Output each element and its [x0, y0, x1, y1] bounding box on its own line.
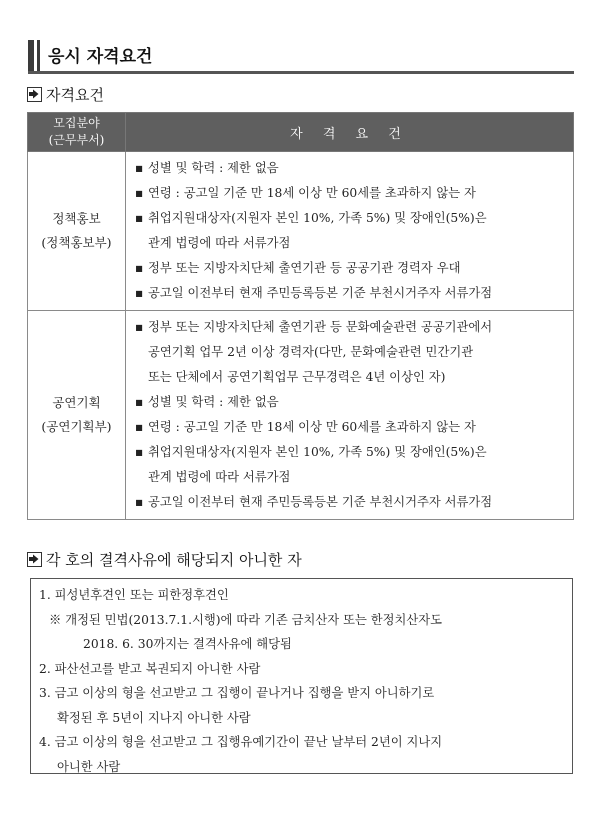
- requirement-item: [132, 415, 567, 440]
- requirement-text: 공고일 이전부터 현재 주민등록등본 기준 부천시거주자 서류가점: [148, 495, 493, 509]
- requirement-item: [132, 315, 567, 390]
- requirement-text: 연령 : 공고일 기준 만 18세 이상 만 60세를 초과하지 않는 자: [148, 420, 476, 434]
- disqualification-box: [30, 578, 573, 774]
- disqualification-text: 2. 파산선고를 받고 복권되지 아니한 사람: [39, 661, 261, 676]
- field-name-line: 공연기획: [52, 395, 101, 410]
- field-name-line: (공연기획부): [41, 419, 112, 434]
- requirement-text: 공연기획 업무 2년 이상 경력자(다만, 문화예술관련 민간기관: [148, 345, 474, 359]
- requirements-cell: [126, 311, 574, 520]
- requirement-text: 공고일 이전부터 현재 주민등록등본 기준 부천시거주자 서류가점: [148, 286, 493, 300]
- title-marker-thick: [28, 40, 34, 72]
- section-heading-label: 각 호의 결격사유에 해당되지 아니한 자: [46, 551, 302, 569]
- requirement-item: [132, 281, 567, 306]
- disqualification-text: 3. 금고 이상의 형을 선고받고 그 집행이 끝나거나 집행을 받지 아니하기로: [39, 686, 435, 700]
- bullet-icon: ▪: [135, 320, 144, 334]
- disqualification-text: 1. 피성년후견인 또는 피한정후견인: [39, 588, 229, 602]
- disqualification-text: 아니한 사람: [57, 759, 121, 774]
- field-name-line: (정책홍보부): [41, 235, 112, 250]
- column-header-field-line: (근무부서): [48, 133, 105, 147]
- bullet-icon: ▪: [135, 420, 144, 434]
- requirement-item: [132, 490, 567, 515]
- requirement-text: 연령 : 공고일 기준 만 18세 이상 만 60세를 초과하지 않는 자: [148, 186, 476, 200]
- bullet-icon: ▪: [135, 261, 144, 275]
- requirement-text: 또는 단체에서 공연기획업무 근무경력은 4년 이상인 자): [148, 370, 446, 384]
- requirement-item: [132, 181, 567, 206]
- disqualification-text: 2018. 6. 30까지는 결격사유에 해당됨: [83, 637, 292, 651]
- bullet-icon: ▪: [135, 161, 144, 175]
- disqualification-text: ※ 개정된 민법(2013.7.1.시행)에 따라 기존 금치산자 또는 한정치산자도: [49, 612, 443, 627]
- requirement-item: [132, 156, 567, 181]
- requirement-item: [132, 440, 567, 490]
- column-header-field-line: 모집분야: [53, 116, 100, 130]
- requirement-item: [132, 390, 567, 415]
- title-underline: [28, 71, 574, 74]
- bullet-icon: ▪: [135, 495, 144, 509]
- requirement-text: 관계 법령에 따라 서류가점: [148, 470, 291, 484]
- disqualification-item: [39, 681, 564, 730]
- requirement-text: 정부 또는 지방자치단체 출연기관 등 공공기관 경력자 우대: [148, 261, 461, 275]
- disqualification-text: 4. 금고 이상의 형을 선고받고 그 집행유예기간이 끝난 날부터 2년이 지나지: [39, 735, 443, 749]
- table-row: [28, 152, 574, 311]
- disqualification-note: [39, 608, 564, 657]
- requirement-text: 정부 또는 지방자치단체 출연기관 등 문화예술관련 공공기관에서: [148, 320, 493, 334]
- arrow-box-icon: [27, 87, 42, 102]
- table-row: [28, 311, 574, 520]
- section-heading-disqualifications: [27, 549, 302, 570]
- requirement-text: 취업지원대상자(지원자 본인 10%, 가족 5%) 및 장애인(5%)은: [148, 445, 487, 459]
- disqualification-item: [39, 583, 564, 608]
- field-cell: [28, 311, 126, 520]
- bullet-icon: ▪: [135, 445, 144, 459]
- disqualification-item: [39, 730, 564, 779]
- column-header-field: [28, 113, 126, 152]
- field-cell: [28, 152, 126, 311]
- requirement-item: [132, 206, 567, 256]
- title-marker-thin: [37, 40, 40, 72]
- arrow-box-icon: [27, 552, 42, 567]
- disqualification-text: 확정된 후 5년이 지나지 아니한 사람: [57, 710, 251, 725]
- bullet-icon: ▪: [135, 395, 144, 409]
- requirements-cell: [126, 152, 574, 311]
- disqualification-item: [39, 657, 564, 682]
- requirement-text: 관계 법령에 따라 서류가점: [148, 236, 291, 250]
- bullet-icon: ▪: [135, 211, 144, 225]
- requirement-text: 성별 및 학력 : 제한 없음: [148, 395, 279, 409]
- bullet-icon: ▪: [135, 286, 144, 300]
- requirement-text: 취업지원대상자(지원자 본인 10%, 가족 5%) 및 장애인(5%)은: [148, 211, 487, 225]
- requirement-item: [132, 256, 567, 281]
- section-heading-label: 자격요건: [46, 86, 104, 104]
- field-name-line: 정책홍보: [52, 211, 101, 226]
- section-heading-qualifications: [27, 84, 104, 105]
- qualifications-table: [27, 112, 574, 520]
- bullet-icon: ▪: [135, 186, 144, 200]
- column-header-requirements: 자 격 요 건: [126, 113, 574, 152]
- requirement-text: 성별 및 학력 : 제한 없음: [148, 161, 279, 175]
- page-title: 응시 자격요건: [48, 47, 153, 67]
- page-title-bar: [28, 38, 574, 74]
